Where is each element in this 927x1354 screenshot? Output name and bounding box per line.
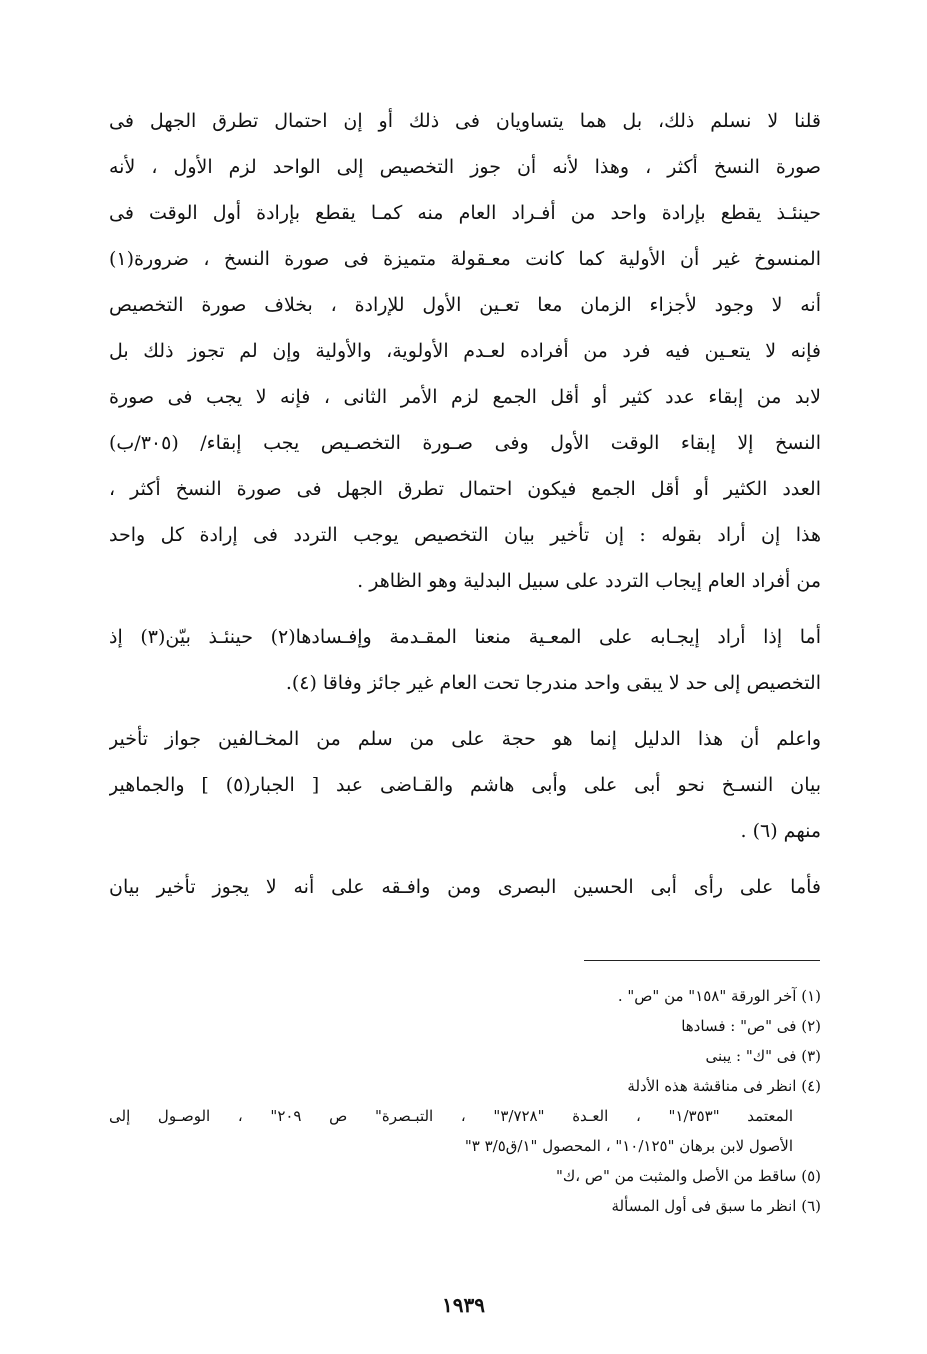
body-text — [109, 98, 821, 910]
text-line: قلنا لا نسلم ذلك، بل هما يتساويان فى ذلك أو إن احتمال تطرق الجهل فى — [109, 110, 821, 132]
text-line: المنسوخ غير أن الأولية كما كانت معـقولة متميزة فى صورة النسخ ، ضرورة(١) — [109, 248, 821, 270]
footnote: (٤) انظر فى مناقشة هذه الأدلة — [627, 1077, 821, 1095]
text-line: أما إذا أراد إيجـابه على المعـية منعنا المقـدمة وإفـسادها(٢) حينئـذ بيّن(٣) إذ — [109, 626, 821, 648]
footnote-separator — [584, 960, 820, 961]
text-line: صورة النسخ أكثر ، وهذا لأنه أن جوز التخصيص إلى الواحد لزم الأول ، لأنه — [109, 156, 821, 178]
text-line: النسخ إلا إبقاء الوقت الأول وفى صـورة التخصـيص يجب إبقاء/ (٣٠٥/ب) — [109, 432, 821, 454]
footnote: (٦) انظر ما سبق فى أول المسألة — [611, 1197, 821, 1215]
text-line: فإنه لا يتعـين فيه فرد من أفراده لعـدم الأولوية، والأولية وإن لم تجوز ذلك بل — [109, 340, 821, 362]
text-line: حينئـذ يقطع بإرادة واحد من أفـراد العام منه كمـا يقطع بإرادة أول الوقت فى — [109, 202, 821, 224]
footnote: (٥) ساقط من الأصل والمثبت من "ص ،ك" — [556, 1167, 821, 1185]
text-line: التخصيص إلى حد لا يبقى واحد مندرجا تحت العام غير جائز وفاقا (٤). — [285, 672, 821, 694]
text-line: العدد الكثير أو أقل الجمع فيكون احتمال تطرق الجهل فى صورة النسخ أكثر ، — [109, 478, 821, 500]
text-line: واعلم أن هذا الدليل إنما هو حجة على من سلم من المخـالفين جواز تأخير — [109, 728, 821, 750]
footnote-continuation: الأصول لابن برهان "١٠/١٢٥" ، المحصول "١/ق٣/٥ ٣" — [464, 1137, 793, 1155]
text-line: هذا إن أراد بقوله : إن تأخير بيان التخصيص يوجب التردد فى إرادة كل واحد — [109, 524, 821, 546]
text-line: منهم (٦) . — [740, 820, 821, 842]
footnotes — [109, 981, 821, 1221]
text-line: أنه لا وجود لأجزاء الزمان معا تعـين الأول للإرادة ، بخلاف صورة التخصيص — [109, 294, 821, 316]
page-number: ١٩٣٩ — [442, 1293, 485, 1317]
text-line: بيان النسـخ نحو أبى على وأبى هاشم والقـاضى عبد [ الجبار(٥) ] والجماهير — [109, 774, 821, 796]
footnote: (٣) فى "ك" : يبنى — [705, 1047, 821, 1065]
footnote: (٢) فى "ص" : فسادها — [681, 1017, 821, 1035]
footnote-continuation: المعتمد "١/٣٥٣" ، العـدة "٣/٧٢٨" ، التبـصرة" ص ٢٠٩" ، الوصـول إلى — [109, 1107, 793, 1125]
footnote: (١) آخر الورقة "١٥٨" من "ص" . — [617, 987, 821, 1005]
text-line: لابد من إبقاء عدد كثير أو أقل الجمع لزم الأمر الثانى ، فإنه لا يجب فى صورة — [109, 386, 821, 408]
text-line: من أفراد العام إيجاب التردد على سبيل البدلية وهو الظاهر . — [357, 570, 821, 592]
text-line: فأما على رأى أبى الحسين البصرى ومن وافـقه على أنه لا يجوز تأخير بيان — [109, 876, 821, 898]
